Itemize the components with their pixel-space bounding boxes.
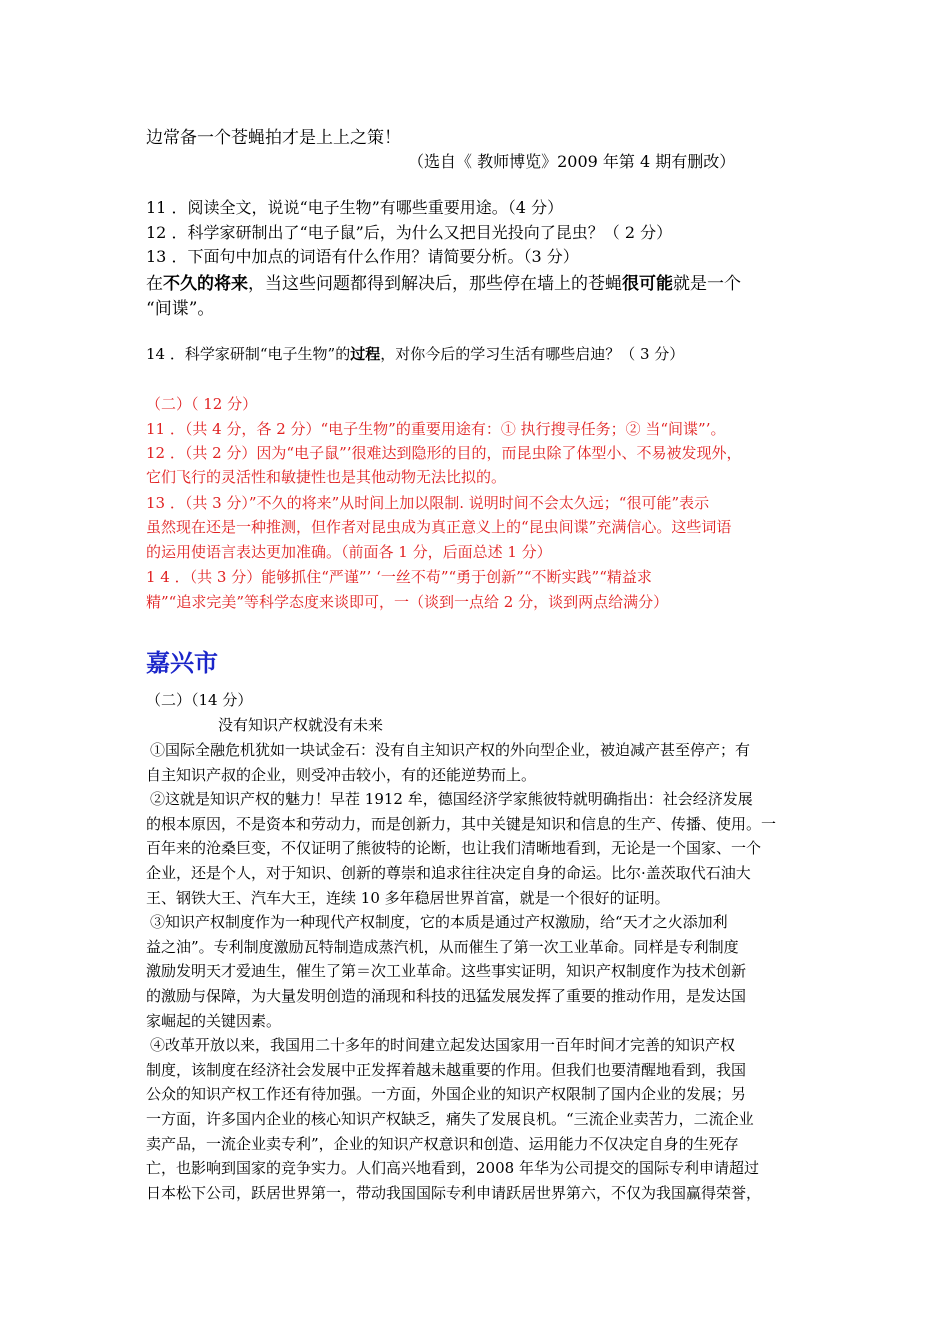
question-14-suffix: ，对你今后的学习生活有哪些启迪？（ 3 分） [380, 345, 685, 363]
marked-phrase-1: 不久的将来 [163, 274, 248, 294]
essay-line: 日本松下公司，跃居世界第一，带动我国国际专利申请跃居世界第六，不仅为我国赢得荣誉， [146, 1184, 762, 1202]
essay-line: 企业，还是个人，对于知识、创新的尊崇和追求往往决定自身的命运。比尔·盖茨取代石油大 [146, 864, 751, 882]
question-13-sentence [146, 273, 741, 295]
question-14-bold: 过程 [350, 345, 381, 363]
answer-12-line2: 它们飞行的灵活性和敏捷性也是其他动物无法比拟的。 [146, 468, 507, 486]
essay-line: ②这就是知识产权的魅力！早茬 1912 牟，德国经济学家熊彼特就明确指出：社会经济发展 [150, 790, 753, 808]
essay-line: 卖产品，一流企业卖专利”，企业的知识产权意识和创造、运用能力不仅决定自身的生死存 [146, 1135, 739, 1153]
answer-14-line1: 1 4 ．（共 3 分）能够抓住“严谨”’ ‘一丝不苟”“勇于创新”“不断实践”“精益求 [146, 568, 652, 586]
essay-line: 一方面，许多国内企业的核心知识产权缺乏，痛失了发展良机。“三流企业卖苦力，二流企业 [146, 1110, 754, 1128]
sentence-suffix: 就是一个 [673, 274, 741, 294]
essay-line: 王、钢铁大王、汽车大王，连续 10 多年稳居世界首富，就是一个很好的证明。 [146, 889, 670, 907]
essay-line: 益之油”。专利制度激励瓦特制造成蒸汽机，从而催生了第一次工业革命。同样是专利制度 [146, 938, 739, 956]
essay-line: 百年来的沧桑巨变，不仅证明了熊彼特的论断，也让我们清晰地看到，无论是一个国家、一个 [146, 839, 762, 857]
essay-line: 的根本原因，不是资本和劳动力，而是创新力，其中关键是知识和信息的生产、传播、使用。一 [146, 815, 777, 833]
essay-line: 自主知识产叔的企业，则受冲击较小，有的还能逆势而上。 [146, 766, 537, 784]
sentence-prefix: 在 [146, 274, 163, 294]
marked-phrase-2: 很可能 [622, 274, 673, 294]
essay-line: 家崛起的关键因素。 [146, 1012, 282, 1030]
answer-11: 11 ．（共 4 分，各 2 分）“电子生物”的重要用途有：① 执行搜寻任务；② 当“间谍”’。 [146, 420, 726, 438]
question-11: 11 ．阅读全文，说说“电子生物”有哪些重要用途。（4 分） [146, 198, 564, 217]
question-14-prefix: 14 ．科学家研制“电子生物”的 [146, 345, 351, 363]
essay-line: ③知识产权制度作为一种现代产权制度，它的本质是通过产权激励，给“天才之火添加利 [150, 913, 728, 931]
answer-14-line2: 精”“追求完美”等科学态度来谈即可，一（谈到一点给 2 分，谈到两点给满分） [146, 593, 669, 611]
essay-line: 的激励与保障，为大量发明创造的涌现和科技的迅猛发展发挥了重要的推动作用，是发达国 [146, 987, 747, 1005]
answer-13-line1: 13 ．（共 3 分）”不久的将来”从时间上加以限制. 说明时间不会太久远；“很可能”表示 [146, 494, 710, 512]
answer-header: （二）（ 12 分） [146, 395, 258, 413]
answer-13-line2: 虽然现在还是一种推测，但作者对昆虫成为真正意义上的“昆虫间谍”充满信心。这些词语 [146, 518, 732, 536]
text-line: 边常备一个苍蝇拍才是上上之策！ [146, 128, 401, 148]
question-13-sentence-line2: “间谍”。 [146, 299, 215, 319]
essay-line: 制度，该制度在经济社会发展中正发挥着越未越重要的作用。但我们也要清醒地看到，我国 [146, 1061, 747, 1079]
essay-title: 没有知识产权就没有未来 [218, 716, 384, 734]
essay-line: 激励发明天才爱迪生，催生了第＝次工业革命。这些事实证明，知识产权制度作为技术创新 [146, 962, 747, 980]
question-12: 12 ．科学家研制出了“电子鼠”后，为什么又把目光投向了昆虫？（ 2 分） [146, 223, 673, 242]
essay-line: 公众的知识产权工作还有待加强。一方面，外国企业的知识产权限制了国内企业的发展；另 [146, 1085, 747, 1103]
question-13: 13 ．下面句中加点的词语有什么作用？请简要分析。（3 分） [146, 247, 579, 266]
sentence-middle: ，当这些问题都得到解决后，那些停在墙上的苍蝇 [248, 274, 622, 294]
essay-line: ④改革开放以来，我国用二十多年的时间建立起发达国家用一百年时间才完善的知识产权 [150, 1036, 736, 1054]
section-title-jiaxing: 嘉兴市 [146, 648, 218, 677]
essay-line: ①国际全融危机犹如一块试金石：没有自主知识产权的外向型企业，被迫减产甚至停产；有 [150, 741, 751, 759]
answer-12-line1: 12 ．（共 2 分）因为“电子鼠”’很难达到隐形的目的，而昆虫除了体型小、不易被发现外， [146, 444, 742, 462]
source-citation: （选自《 教师博览》2009 年第 4 期有删改） [408, 152, 736, 171]
question-14 [146, 344, 684, 364]
section-label: （二）（14 分） [146, 691, 253, 709]
answer-13-line3: 的运用使语言表达更加准确。（前面各 1 分，后面总述 1 分） [146, 543, 552, 561]
essay-line: 亡，也影响到国家的竞争实力。人们高兴地看到，2008 年华为公司提交的国际专利申请超过 [146, 1159, 759, 1177]
